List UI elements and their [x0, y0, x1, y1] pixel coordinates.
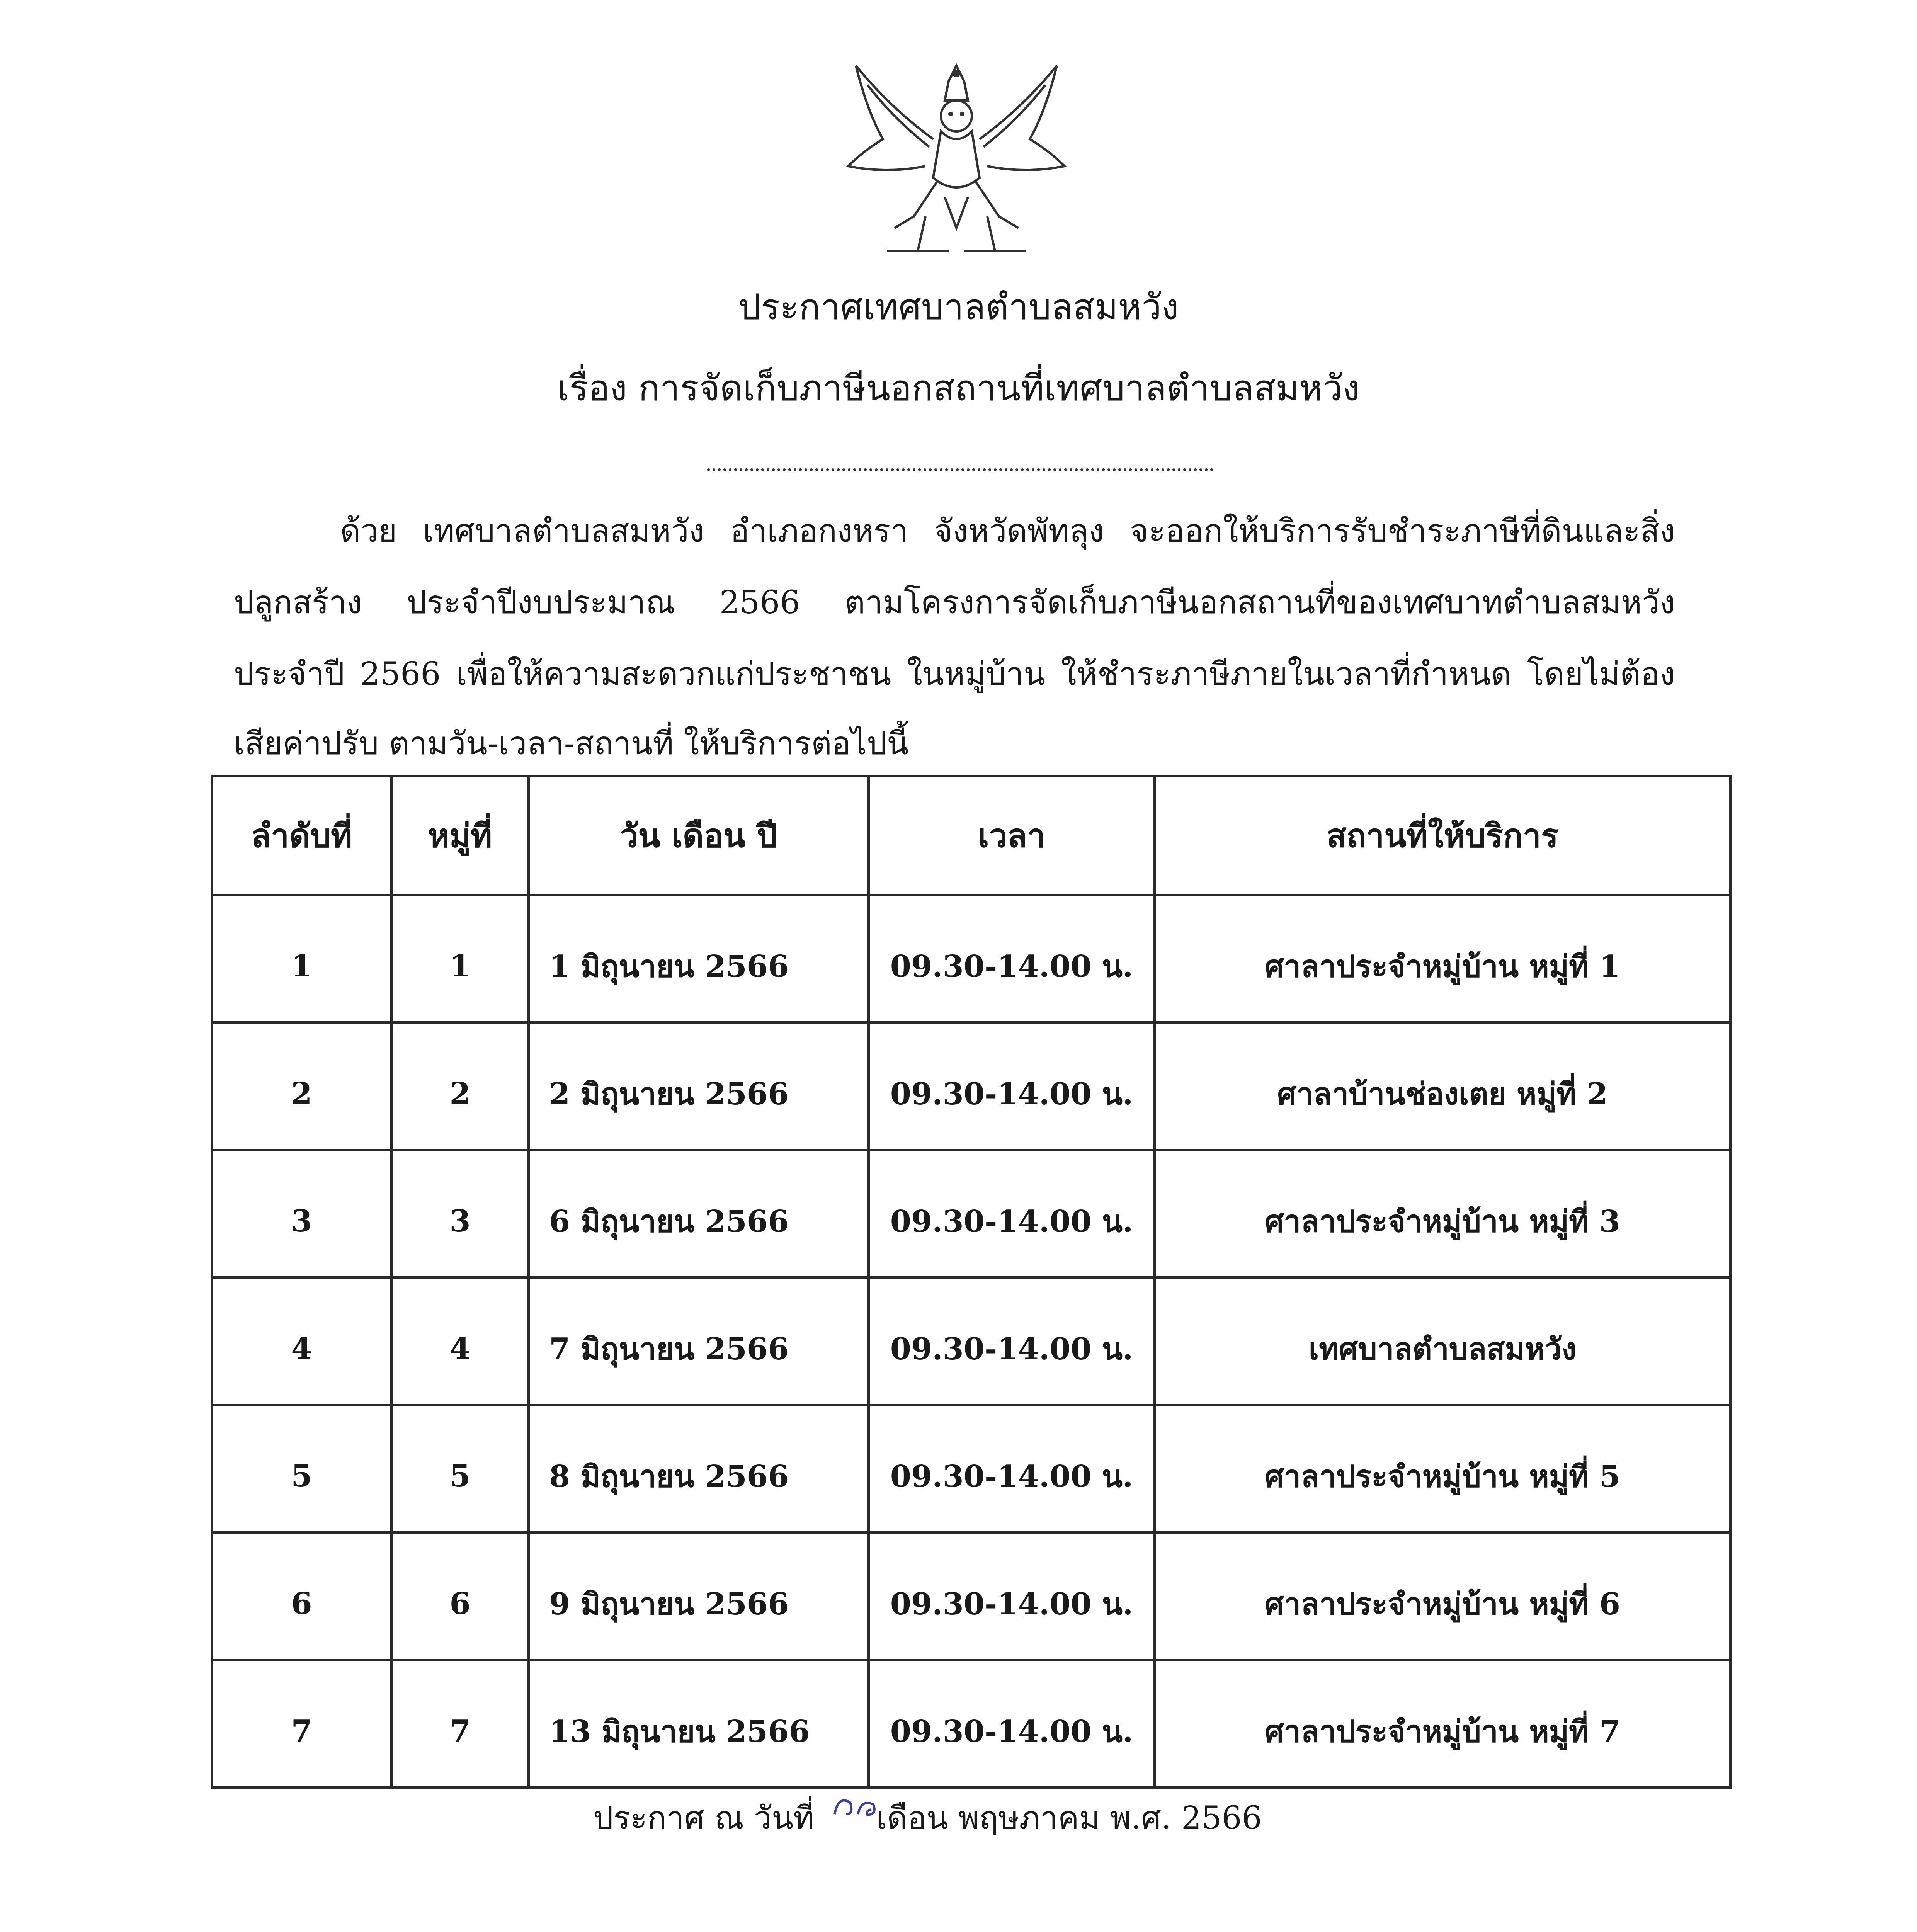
table-row [212, 1150, 1730, 1277]
handwritten-day-mark [831, 1787, 889, 1826]
cell-time: 09.30-14.00 น. [869, 1277, 1155, 1405]
cell-date: 1 มิถุนายน 2566 [529, 895, 869, 1022]
cell-order: 1 [212, 895, 391, 1022]
cell-location: ศาลาบ้านช่องเตย หมู่ที่ 2 [1155, 1022, 1730, 1150]
announce-prefix: ประกาศ ณ วันที่ [593, 1800, 815, 1837]
cell-date: 8 มิถุนายน 2566 [529, 1405, 869, 1532]
cell-date: 6 มิถุนายน 2566 [529, 1150, 869, 1277]
garuda-emblem-icon [833, 50, 1080, 267]
cell-order: 7 [212, 1660, 391, 1787]
cell-time: 09.30-14.00 น. [869, 895, 1155, 1022]
announcement-subject: เรื่อง การจัดเก็บภาษีนอกสถานที่เทศบาลตำบลสมหวัง [557, 367, 1360, 409]
tax-schedule-table [211, 775, 1732, 1789]
table-row [212, 1022, 1730, 1150]
cell-location: ศาลาประจำหมู่บ้าน หมู่ที่ 6 [1155, 1532, 1730, 1660]
cell-time: 09.30-14.00 น. [869, 1660, 1155, 1787]
header-date: วัน เดือน ปี [529, 776, 869, 895]
body-line-1: ด้วย เทศบาลตำบลสมหวัง อำเภอกงหรา จังหวัดพัทลุง จะออกให้บริการรับชำระภาษีที่ดินและสิ่ง [340, 513, 1675, 549]
cell-date: 9 มิถุนายน 2566 [529, 1532, 869, 1660]
table-row [212, 1277, 1730, 1405]
cell-location: ศาลาประจำหมู่บ้าน หมู่ที่ 7 [1155, 1660, 1730, 1787]
header-time: เวลา [869, 776, 1155, 895]
table-row [212, 1532, 1730, 1660]
cell-location: ศาลาประจำหมู่บ้าน หมู่ที่ 3 [1155, 1150, 1730, 1277]
table-header-row [212, 776, 1730, 895]
cell-order: 6 [212, 1532, 391, 1660]
dotted-divider [707, 468, 1213, 471]
cell-village: 3 [391, 1150, 529, 1277]
cell-location: เทศบาลตำบลสมหวัง [1155, 1277, 1730, 1405]
cell-village: 5 [391, 1405, 529, 1532]
table-row [212, 1405, 1730, 1532]
body-line-2: ปลูกสร้าง ประจำปีงบประมาณ 2566 ตามโครงการจัดเก็บภาษีนอกสถานที่ของเทศบาทตำบลสมหวัง [234, 584, 1675, 621]
announcement-title: ประกาศเทศบาลตำบลสมหวัง [738, 286, 1179, 328]
cell-location: ศาลาประจำหมู่บ้าน หมู่ที่ 1 [1155, 895, 1730, 1022]
header-location: สถานที่ให้บริการ [1155, 776, 1730, 895]
cell-village: 7 [391, 1660, 529, 1787]
cell-date: 7 มิถุนายน 2566 [529, 1277, 869, 1405]
cell-village: 2 [391, 1022, 529, 1150]
announcement-date-line [593, 1793, 1262, 1843]
table-row [212, 1660, 1730, 1787]
cell-order: 4 [212, 1277, 391, 1405]
body-line-4: เสียค่าปรับ ตามวัน-เวลา-สถานที่ ให้บริการต่อไปนี้ [234, 725, 909, 762]
header-order: ลำดับที่ [212, 776, 391, 895]
table-row [212, 895, 1730, 1022]
cell-order: 2 [212, 1022, 391, 1150]
cell-time: 09.30-14.00 น. [869, 1405, 1155, 1532]
cell-village: 6 [391, 1532, 529, 1660]
header-village: หมู่ที่ [391, 776, 529, 895]
cell-date: 2 มิถุนายน 2566 [529, 1022, 869, 1150]
cell-location: ศาลาประจำหมู่บ้าน หมู่ที่ 5 [1155, 1405, 1730, 1532]
cell-date: 13 มิถุนายน 2566 [529, 1660, 869, 1787]
cell-time: 09.30-14.00 น. [869, 1532, 1155, 1660]
announce-suffix: เดือน พฤษภาคม พ.ศ. 2566 [876, 1800, 1262, 1837]
cell-village: 1 [391, 895, 529, 1022]
cell-order: 3 [212, 1150, 391, 1277]
cell-time: 09.30-14.00 น. [869, 1150, 1155, 1277]
body-line-3: ประจำปี 2566 เพื่อให้ความสะดวกแก่ประชาชน ในหมู่บ้าน ให้ชำระภาษีภายในเวลาที่กำหนด โดยไม่ต้อง [234, 656, 1675, 692]
cell-time: 09.30-14.00 น. [869, 1022, 1155, 1150]
cell-village: 4 [391, 1277, 529, 1405]
cell-order: 5 [212, 1405, 391, 1532]
